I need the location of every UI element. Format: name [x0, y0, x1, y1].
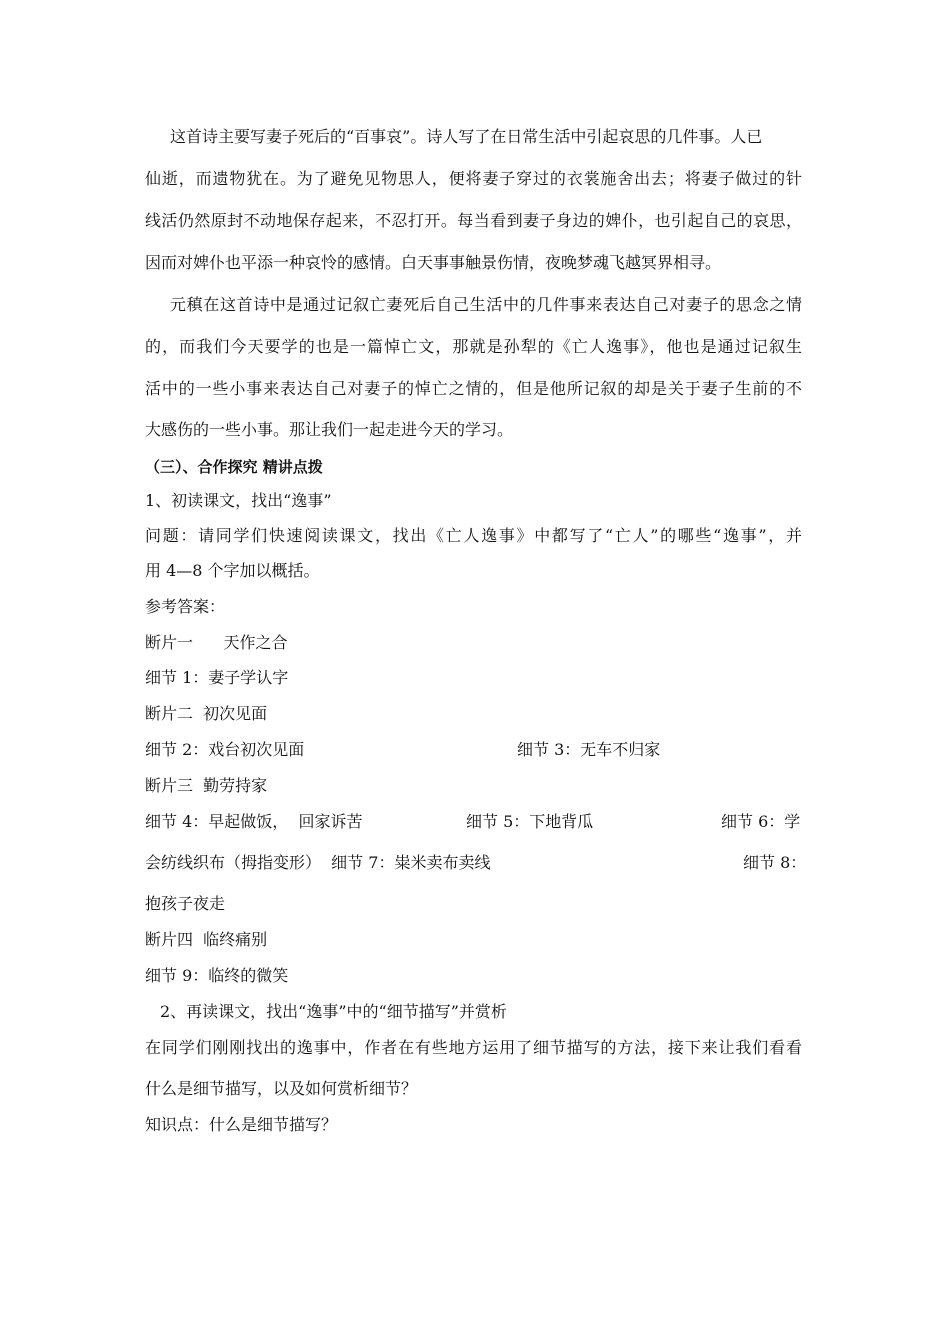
detail-8-continued: 抱孩子夜走 [145, 894, 226, 913]
detail-3: 细节 3：无车不归家 [517, 740, 661, 759]
detail-9: 细节 9：临终的微笑 [145, 966, 289, 985]
detail-8: 细节 8： [743, 853, 807, 872]
intro-p2-line-4: 大感伤的一些小事。那让我们一起走进今天的学习。 [145, 420, 514, 439]
detail-2: 细节 2：戏台初次见面 [145, 740, 305, 759]
intro-p1-line-4: 因而对婢仆也平添一种哀怜的感情。白天事事触景伤情，夜晚梦魂飞越冥界相寻。 [145, 253, 722, 272]
detail-1: 细节 1：妻子学认字 [145, 668, 289, 687]
question-line-2: 用 4—8 个字加以概括。 [145, 561, 320, 580]
intro-p2-line-2: 的，而我们今天要学的也是一篇悼亡文，那就是孙犁的《亡人逸事》，他也是通过记叙生 [145, 337, 802, 356]
knowledge-point: 知识点：什么是细节描写？ [145, 1115, 338, 1134]
detail-5: 细节 5：下地背瓜 [466, 812, 594, 831]
intro-p1-line-2: 仙逝，而遗物犹在。为了避免见物思人，便将妻子穿过的衣裳施舍出去；将妻子做过的针 [145, 169, 802, 188]
step-1-title: 1、初读课文，找出“逸事” [145, 491, 332, 510]
intro-p1-line-1: 这首诗主要写妻子死后的“百事哀”。诗人写了在日常生活中引起哀思的几件事。人已 [170, 127, 763, 146]
intro-p2-line-3: 活中的一些小事来表达自己对妻子的悼亡之情的，但是他所记叙的却是关于妻子生前的不 [145, 379, 802, 398]
detail-6-7-continued: 会纺线织布（拇指变形） 细节 7：粜米卖布卖线 [145, 853, 491, 872]
fragment-1: 断片一 天作之合 [145, 633, 288, 652]
paragraph-line-1: 在同学们刚刚找出的逸事中，作者在有些地方运用了细节描写的方法，接下来让我们看看 [145, 1038, 802, 1057]
fragment-4: 断片四 临终痛别 [145, 930, 268, 949]
paragraph-line-2: 什么是细节描写，以及如何赏析细节？ [145, 1079, 418, 1098]
question-line-1: 问题：请同学们快速阅读课文，找出《亡人逸事》中都写了“亡人”的哪些“逸事”，并 [145, 526, 802, 545]
intro-p2-line-1: 元稹在这首诗中是通过记叙亡妻死后自己生活中的几件事来表达自己对妻子的思念之情 [170, 295, 802, 314]
detail-6: 细节 6：学 [721, 812, 801, 831]
section-heading: （三）、合作探究 精讲点拨 [145, 458, 323, 476]
answer-label: 参考答案： [145, 597, 226, 616]
detail-4: 细节 4：早起做饭， 回家诉苦 [145, 812, 363, 831]
step-2-title: 2、再读课文，找出“逸事”中的“细节描写”并赏析 [160, 1002, 507, 1021]
fragment-3: 断片三 勤劳持家 [145, 776, 268, 795]
fragment-2: 断片二 初次见面 [145, 704, 268, 723]
intro-p1-line-3: 线活仍然原封不动地保存起来，不忍打开。每当看到妻子身边的婢仆，也引起自己的哀思， [145, 211, 802, 230]
